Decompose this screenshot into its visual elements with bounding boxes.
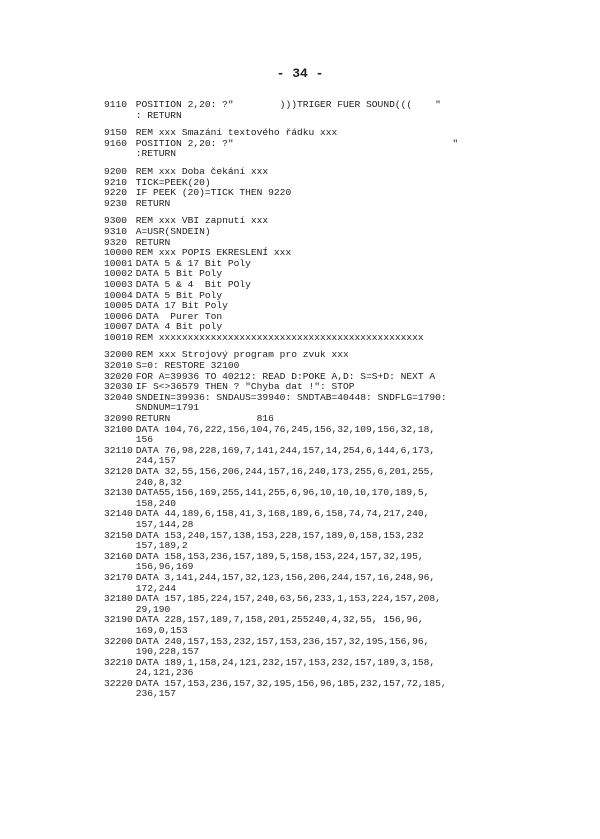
statement-text: DATA 158,153,236,157,189,5,158,153,224,157,32,195, — [130, 550, 424, 562]
program-line — [104, 467, 596, 478]
line-number: 32150 — [104, 529, 133, 541]
statement-text: 24,121,236 — [130, 667, 194, 679]
program-line — [104, 199, 596, 210]
statement-text: 157,144,28 — [130, 518, 194, 530]
statement-text: POSITION 2,20: ?" )))TRIGER FUER SOUND((( " — [130, 99, 441, 110]
statement-text: DATA 4 Bit poly — [130, 321, 223, 333]
line-number: 32210 — [104, 656, 133, 668]
continuation-line — [104, 111, 596, 122]
statement-text: 157,189,2 — [130, 540, 188, 552]
line-number: 9110 — [104, 99, 128, 110]
program-line — [104, 139, 596, 150]
line-number: 10007 — [104, 321, 133, 333]
statement-text: DATA 153,240,157,138,153,228,157,189,0,158,153,232 — [130, 529, 424, 541]
statement-text: 236,157 — [130, 688, 177, 700]
statement-text: DATA 189,1,158,24,121,232,157,153,232,157,189,3,158, — [130, 656, 436, 668]
statement-text: DATA 5 & 4 Bit POly — [130, 278, 251, 290]
code-block — [104, 100, 596, 121]
page-number: - 34 - — [276, 66, 324, 81]
statement-text: FOR A=39936 TO 40212: READ D:POKE A,D: S=S+D: NEXT A — [130, 370, 436, 382]
statement-text: 240,8,32 — [130, 476, 182, 488]
line-number: 9320 — [104, 236, 128, 248]
line-number: 32090 — [104, 413, 133, 425]
line-number: 32000 — [104, 349, 133, 361]
line-number: 32120 — [104, 466, 133, 477]
code-block — [104, 128, 596, 160]
statement-text: REM xxx POPIS EKRESLENÍ xxx — [130, 247, 292, 259]
statement-text: DATA 44,189,6,158,41,3,168,189,6,158,74,74,217,240, — [130, 508, 430, 520]
line-number: 32010 — [104, 360, 133, 372]
code-block — [104, 216, 596, 343]
program-line — [104, 594, 596, 605]
statement-text: RETURN — [130, 197, 171, 209]
statement-text: 244,157 — [130, 455, 177, 467]
statement-text: REM xxx Strojový program pro zvuk xxx — [130, 349, 349, 361]
statement-text: DATA 76,98,228,169,7,141,244,157,14,254,6,144,6,173, — [130, 444, 436, 456]
line-number: 10005 — [104, 300, 133, 312]
line-number: 32170 — [104, 571, 133, 583]
statement-text: REM xxx Smazání textového řádku xxx — [130, 127, 338, 139]
continuation-line — [104, 626, 596, 637]
line-number: 9310 — [104, 225, 128, 237]
statement-text: DATA 240,157,153,232,157,153,236,157,32,195,156,96, — [130, 635, 430, 647]
statement-text: SNDNUM=1791 — [130, 402, 200, 414]
line-number: 10003 — [104, 278, 133, 290]
statement-text: 172,244 — [130, 582, 177, 594]
line-number: 32190 — [104, 614, 133, 626]
line-number: 9210 — [104, 176, 128, 188]
line-number: 10006 — [104, 310, 133, 322]
statement-text: POSITION 2,20: ?" " — [130, 137, 459, 149]
line-number: 32040 — [104, 391, 133, 403]
line-number: 32130 — [104, 487, 133, 499]
program-line — [104, 573, 596, 584]
statement-text: RETURN — [130, 236, 171, 248]
statement-text: DATA 104,76,222,156,104,76,245,156,32,109,156,32,18, — [130, 423, 436, 435]
program-line — [104, 227, 596, 238]
code-block — [104, 167, 596, 209]
program-line — [104, 446, 596, 457]
statement-text: DATA 5 & 17 Bit Poly — [130, 257, 251, 269]
line-number: 10000 — [104, 247, 133, 259]
line-number: 10010 — [104, 331, 133, 343]
program-line — [104, 425, 596, 436]
statement-text: DATA 5 Bit Poly — [130, 289, 223, 301]
program-line — [104, 280, 596, 291]
statement-text: A=USR(SNDEIN) — [130, 225, 211, 237]
statement-text: 169,0,153 — [130, 624, 188, 636]
statement-text: DATA 32,55,156,206,244,157,16,240,173,255,6,201,255, — [130, 466, 436, 477]
statement-text: DATA Purer Ton — [130, 310, 223, 322]
line-number: 9200 — [104, 165, 128, 177]
line-number: 10002 — [104, 268, 133, 280]
line-number: 32110 — [104, 444, 133, 456]
statement-text: SNDEIN=39936: SNDAUS=39940: SNDTAB=40448: SNDFLG=1790: — [130, 391, 447, 403]
statement-text: IF S<>36579 THEN ? "Chyba dat !": STOP — [130, 381, 355, 393]
line-number: 32100 — [104, 423, 133, 435]
statement-text: DATA 157,153,236,157,32,195,156,96,185,232,157,72,185, — [130, 677, 447, 689]
statement-text: : RETURN — [130, 109, 182, 121]
line-number: 9150 — [104, 127, 128, 139]
program-line — [104, 679, 596, 690]
continuation-line — [104, 520, 596, 531]
statement-text: DATA 228,157,189,7,158,201,255240,4,32,55, 156,96, — [130, 614, 424, 626]
line-number: 9300 — [104, 215, 128, 227]
basic-program-listing — [104, 100, 596, 707]
line-number: 10001 — [104, 257, 133, 269]
line-number: 32030 — [104, 381, 133, 393]
line-number: 32020 — [104, 370, 133, 382]
statement-text: :RETURN — [130, 148, 177, 160]
statement-text: S=0: RESTORE 32100 — [130, 360, 240, 372]
statement-text: DATA55,156,169,255,141,255,6,96,10,10,10,170,189,5, — [130, 487, 430, 499]
line-number: 32180 — [104, 593, 133, 605]
statement-text: 29,190 — [130, 603, 171, 615]
line-number: 9220 — [104, 187, 128, 199]
statement-text: 156 — [130, 434, 154, 446]
program-line — [104, 333, 596, 344]
continuation-line — [104, 689, 596, 700]
statement-text: DATA 3,141,244,157,32,123,156,206,244,157,16,248,96, — [130, 571, 436, 583]
program-line — [104, 188, 596, 199]
statement-text: 190,228,157 — [130, 646, 200, 658]
statement-text: 158,240 — [130, 497, 177, 509]
statement-text: DATA 157,185,224,157,240,63,56,233,1,153,224,157,208, — [130, 593, 441, 605]
line-number: 32140 — [104, 508, 133, 520]
line-number: 9230 — [104, 197, 128, 209]
statement-text: 156,96,169 — [130, 561, 194, 573]
program-line — [104, 100, 596, 111]
statement-text: REM xxxxxxxxxxxxxxxxxxxxxxxxxxxxxxxxxxxxxxxxxxxxxx — [130, 331, 424, 343]
line-number: 32200 — [104, 635, 133, 647]
statement-text: RETURN 816 — [130, 413, 274, 425]
continuation-line — [104, 149, 596, 160]
line-number: 9160 — [104, 137, 128, 149]
line-number: 32160 — [104, 550, 133, 562]
statement-text: DATA 5 Bit Poly — [130, 268, 223, 280]
program-line — [104, 488, 596, 499]
statement-text: TICK=PEEK(20) — [130, 176, 211, 188]
line-number: 10004 — [104, 289, 133, 301]
program-line — [104, 167, 596, 178]
line-number: 32220 — [104, 677, 133, 689]
statement-text: DATA 17 Bit Poly — [130, 300, 228, 312]
statement-text: REM xxx VBI zapnutí xxx — [130, 215, 269, 227]
code-block — [104, 350, 596, 700]
statement-text: IF PEEK (20)=TICK THEN 9220 — [130, 187, 292, 199]
statement-text: REM xxx Doba čekání xxx — [130, 165, 269, 177]
